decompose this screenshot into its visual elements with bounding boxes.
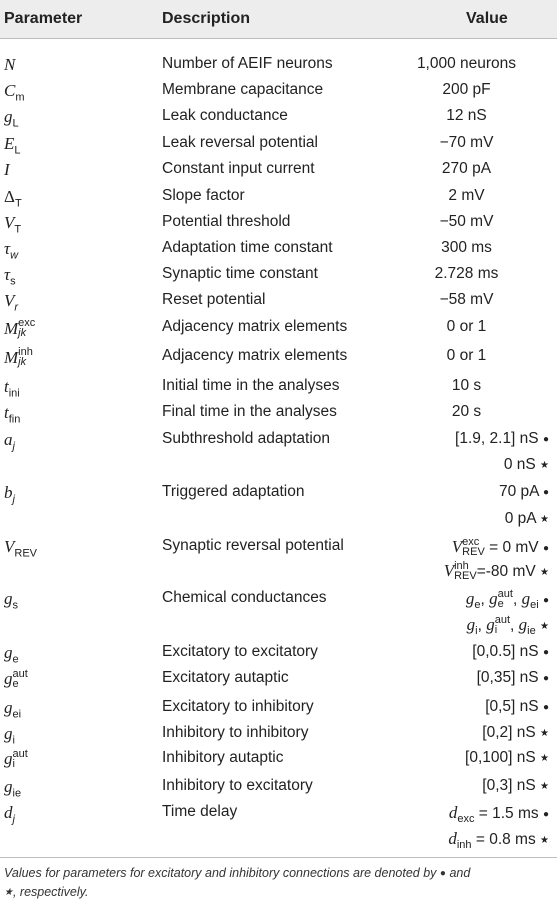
param-description: Adjacency matrix elements — [162, 347, 348, 364]
param-value: 70 pA ● — [498, 483, 549, 500]
param-description: Constant input current — [162, 160, 315, 177]
param-symbol: $\tau_s$ — [4, 265, 16, 288]
param-value: [1.9, 2.1] nS ● — [455, 430, 549, 447]
param-description: Adjacency matrix elements — [162, 318, 348, 335]
param-value: 270 pA — [441, 160, 492, 177]
param-description: Reset potential — [162, 291, 266, 308]
param-description: Synaptic time constant — [162, 265, 318, 282]
param-symbol: I — [4, 160, 10, 179]
param-value: [0,2] nS ★ — [482, 724, 549, 741]
excitatory-marker: ● — [542, 434, 549, 445]
param-value: 1,000 neurons — [416, 55, 517, 72]
inhibitory-marker: ★ — [540, 621, 549, 632]
param-symbol: g aut e — [4, 668, 28, 690]
param-value: 0 pA ★ — [504, 510, 549, 527]
excitatory-marker: ● — [542, 702, 549, 713]
inhibitory-marker: ★ — [540, 460, 549, 471]
param-value: 2 mV — [448, 187, 485, 204]
param-value: 300 ms — [441, 239, 492, 256]
param-symbol: $\Delta_T$ — [4, 187, 22, 210]
param-value: 200 pF — [442, 81, 491, 98]
param-symbol: $g_e$ — [4, 643, 19, 666]
inhibitory-marker: ★ — [4, 887, 13, 898]
param-symbol: $V_{REV}$ — [4, 537, 38, 560]
param-value: [0,3] nS ★ — [482, 777, 549, 794]
param-value: 20 s — [451, 403, 482, 420]
param-description: Inhibitory autaptic — [162, 749, 284, 766]
param-symbol: $g_s$ — [4, 589, 18, 612]
param-description: Adaptation time constant — [162, 239, 333, 256]
inhibitory-marker: ★ — [540, 781, 549, 792]
param-description: Subthreshold adaptation — [162, 430, 331, 447]
param-value: 0 or 1 — [446, 347, 487, 364]
param-description: Final time in the analyses — [162, 403, 337, 420]
param-symbol: $a_j$ — [4, 430, 15, 453]
param-value: 0 or 1 — [446, 318, 487, 335]
param-symbol: $V_T$ — [4, 213, 22, 236]
excitatory-marker: ● — [542, 809, 549, 820]
param-description: Number of AEIF neurons — [162, 55, 333, 72]
excitatory-marker: ● — [542, 647, 549, 658]
param-symbol: $E_L$ — [4, 134, 21, 157]
inhibitory-marker: ★ — [540, 567, 549, 578]
table-header — [0, 0, 557, 38]
param-symbol: N — [4, 55, 16, 74]
param-value: $g_i$, g aut i , $g_{ie}$ ★ — [466, 614, 549, 638]
excitatory-marker: ● — [439, 868, 446, 879]
param-symbol: $g_{ie}$ — [4, 777, 22, 800]
inhibitory-marker: ★ — [540, 514, 549, 525]
excitatory-marker: ● — [542, 673, 549, 684]
param-value: [0,35] nS ● — [476, 669, 549, 686]
param-value: [0,100] nS ★ — [465, 749, 549, 766]
param-value: 12 nS — [446, 107, 487, 124]
param-description: Excitatory to inhibitory — [162, 698, 314, 715]
param-symbol: $g_i$ — [4, 724, 15, 747]
param-symbol: $C_m$ — [4, 81, 25, 104]
param-value: [0,5] nS ● — [485, 698, 549, 715]
param-symbol: $t_{fin}$ — [4, 403, 21, 426]
param-value: V inh REV =-80 mV ★ — [443, 560, 549, 582]
param-symbol: $d_j$ — [4, 803, 15, 826]
param-description: Slope factor — [162, 187, 245, 204]
param-value: 2.728 ms — [434, 265, 499, 282]
param-value: $g_e$, g aut e , $g_{ei}$ ● — [465, 588, 549, 612]
param-description: Excitatory to excitatory — [162, 643, 318, 660]
param-symbol: $V_r$ — [4, 291, 19, 314]
param-value: [0,0.5] nS ● — [472, 643, 549, 660]
param-description: Triggered adaptation — [162, 483, 305, 500]
param-description: Potential threshold — [162, 213, 291, 230]
param-symbol: $g_L$ — [4, 107, 19, 130]
param-symbol: M inh jk — [4, 346, 33, 368]
inhibitory-marker: ★ — [540, 728, 549, 739]
param-value: 0 nS ★ — [503, 456, 549, 473]
param-description: Excitatory autaptic — [162, 669, 289, 686]
table-bottom-rule — [0, 857, 557, 858]
header-value: Value — [466, 10, 508, 27]
param-description: Initial time in the analyses — [162, 377, 340, 394]
param-value: $d_{exc} = 1.5$ ms ● — [448, 803, 549, 826]
param-symbol: $g_{ei}$ — [4, 698, 22, 721]
param-description: Chemical conductances — [162, 589, 327, 606]
param-description: Leak reversal potential — [162, 134, 318, 151]
param-value: −70 mV — [439, 134, 494, 151]
param-description: Time delay — [162, 803, 238, 820]
param-symbol: g aut i — [4, 748, 28, 770]
header-parameter: Parameter — [4, 10, 83, 27]
param-description: Membrane capacitance — [162, 81, 324, 98]
param-value: −50 mV — [439, 213, 494, 230]
param-value: 10 s — [451, 377, 482, 394]
param-value: −58 mV — [439, 291, 494, 308]
param-description: Inhibitory to inhibitory — [162, 724, 309, 741]
param-value: V exc REV = 0 mV ● — [451, 536, 549, 558]
inhibitory-marker: ★ — [540, 753, 549, 764]
param-symbol: M exc jk — [4, 317, 36, 339]
header-description: Description — [162, 10, 251, 27]
param-description: Leak conductance — [162, 107, 288, 124]
excitatory-marker: ● — [542, 595, 549, 606]
param-description: Inhibitory to excitatory — [162, 777, 313, 794]
excitatory-marker: ● — [542, 487, 549, 498]
param-symbol: $\tau_w$ — [4, 239, 19, 262]
inhibitory-marker: ★ — [540, 835, 549, 846]
param-symbol: $b_j$ — [4, 483, 15, 506]
header-rule — [0, 38, 557, 39]
param-symbol: $t_{ini}$ — [4, 377, 20, 400]
param-description: Synaptic reversal potential — [162, 537, 344, 554]
table-footnote: Values for parameters for excitatory and inhibitory connections are denoted by ● and ★, respectively. — [4, 866, 471, 899]
excitatory-marker: ● — [542, 543, 549, 554]
param-value: $d_{inh} = 0.8$ ms ★ — [448, 829, 549, 852]
